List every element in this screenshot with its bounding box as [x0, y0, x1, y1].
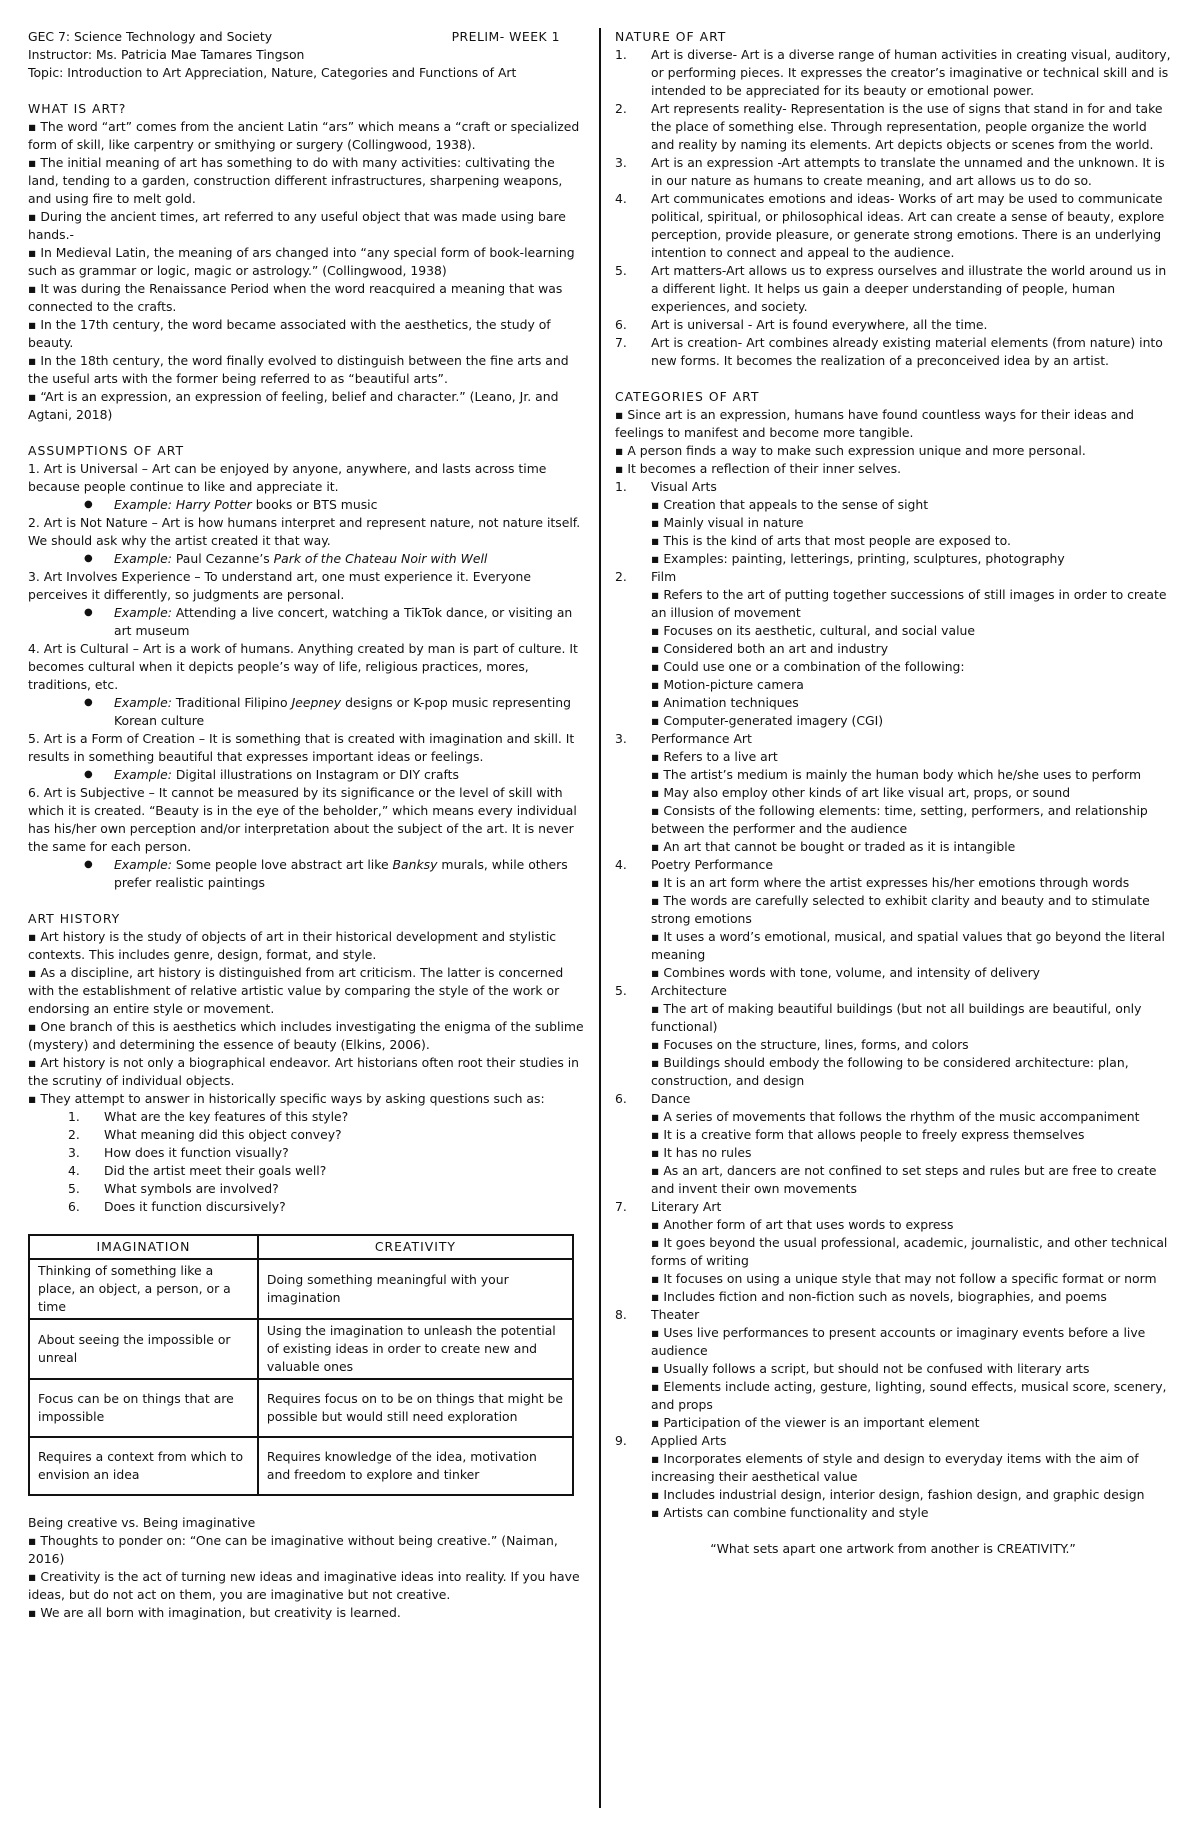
- example-label: Example:: [114, 497, 172, 512]
- assumptions-list: [28, 460, 584, 892]
- paragraph: ▪ It was during the Renaissance Period when the word reacquired a meaning that was connected to the crafts.: [28, 281, 563, 314]
- nature-text: Art is diverse- Art is a diverse range of human activities in creating visual, auditory, or performing pieces. It expresses the creator’s imaginative or technical skill and is intended to be appreciated for its beauty or emotional power.: [651, 47, 1171, 98]
- question-item: [68, 1126, 584, 1144]
- category-point: ▪ Buildings should embody the following to be considered architecture: plan, construction, and design: [651, 1055, 1129, 1088]
- category-point: ▪ Includes fiction and non-fiction such as novels, biographies, and poems: [651, 1289, 1107, 1304]
- category-point: ▪ Incorporates elements of style and design to everyday items with the aim of increasing their aesthetical value: [651, 1451, 1139, 1484]
- question-text: What are the key features of this style?: [104, 1109, 349, 1124]
- category-point: ▪ Usually follows a script, but should not be confused with literary arts: [651, 1361, 1090, 1376]
- category-point: ▪ The words are carefully selected to exhibit clarity and beauty and to stimulate strong emotions: [651, 893, 1150, 926]
- left-column: [28, 28, 584, 1622]
- paragraph: ▪ A person finds a way to make such expression unique and more personal.: [615, 443, 1086, 458]
- example-label: Example:: [114, 767, 172, 782]
- question-text: What meaning did this object convey?: [104, 1127, 342, 1142]
- question-item: [68, 1144, 584, 1162]
- category-point: ▪ An art that cannot be bought or traded as it is intangible: [651, 839, 1016, 854]
- category-point: ▪ A series of movements that follows the rhythm of the music accompaniment: [651, 1109, 1140, 1124]
- paragraph: ▪ We are all born with imagination, but creativity is learned.: [28, 1605, 401, 1620]
- assumption-text: 2. Art is Not Nature – Art is how humans interpret and represent nature, not nature itself. We should ask why the artist created it that way.: [28, 515, 581, 548]
- nature-text: Art is universal - Art is found everywhere, all the time.: [651, 317, 988, 332]
- category-point: ▪ Uses live performances to present accounts or imaginary events before a live audience: [651, 1325, 1146, 1358]
- category-number: 7.: [615, 1199, 627, 1214]
- category-title: Poetry Performance: [651, 857, 773, 872]
- question-number: 6.: [68, 1199, 80, 1214]
- right-column: [615, 28, 1171, 1558]
- example-item: [84, 550, 584, 568]
- table-row: [29, 1379, 573, 1437]
- category-point: ▪ Combines words with tone, volume, and intensity of delivery: [651, 965, 1041, 980]
- nature-text: Art communicates emotions and ideas- Works of art may be used to communicate political, spiritual, or philosophical ideas. Art can create a sense of beauty, explore perception, provide pleasure, or generate strong emotions. There is an underlying intention to connect and appeal to the audience.: [651, 191, 1165, 260]
- nature-list: [615, 46, 1171, 370]
- paragraph: ▪ In the 18th century, the word finally evolved to distinguish between the fine arts and the useful arts with the former being referred to as “beautiful arts”.: [28, 353, 569, 386]
- paragraph: ▪ They attempt to answer in historically specific ways by asking questions such as:: [28, 1091, 545, 1106]
- category-number: 3.: [615, 731, 627, 746]
- category-point: ▪ Refers to the art of putting together successions of still images in order to create an illusion of movement: [651, 587, 1167, 620]
- category-number: 4.: [615, 857, 627, 872]
- category-number: 2.: [615, 569, 627, 584]
- category-point: ▪ The artist’s medium is mainly the human body which he/she uses to perform: [651, 767, 1142, 782]
- category-point: ▪ Computer-generated imagery (CGI): [651, 713, 884, 728]
- category-point: ▪ Animation techniques: [651, 695, 799, 710]
- nature-item: [615, 100, 1171, 154]
- category-item: [615, 1090, 1171, 1198]
- creativity-cell: Requires focus on to be on things that might be possible but would still need exploration: [258, 1379, 573, 1437]
- week-label: PRELIM- WEEK 1: [451, 29, 560, 44]
- category-point: ▪ It is an art form where the artist expresses his/her emotions through words: [651, 875, 1130, 890]
- nature-text: Art represents reality- Representation is the use of signs that stand in for and take the place of something else. Through representation, people organize the world and reality by naming its elements. Art depicts objects or scenes from the world.: [651, 101, 1163, 152]
- category-point: ▪ It focuses on using a unique style that may not follow a specific format or norm: [651, 1271, 1157, 1286]
- category-number: 5.: [615, 983, 627, 998]
- paragraph: ▪ In Medieval Latin, the meaning of ars changed into “any special form of book-learning such as grammar or logic, magic or astrology.” (Collingwood, 1938): [28, 245, 575, 278]
- category-number: 8.: [615, 1307, 627, 1322]
- section-title-categories: CATEGORIES OF ART: [615, 389, 760, 404]
- category-point: ▪ Mainly visual in nature: [651, 515, 804, 530]
- category-point: ▪ Includes industrial design, interior design, fashion design, and graphic design: [651, 1487, 1145, 1502]
- category-item: [615, 1198, 1171, 1306]
- category-point: ▪ Artists can combine functionality and style: [651, 1505, 929, 1520]
- topic: Topic: Introduction to Art Appreciation, Nature, Categories and Functions of Art: [28, 65, 517, 80]
- example-label: Example:: [114, 551, 172, 566]
- nature-number: 1.: [615, 47, 627, 62]
- question-item: [68, 1180, 584, 1198]
- category-point: ▪ This is the kind of arts that most people are exposed to.: [651, 533, 1011, 548]
- example-title: Banksy: [392, 857, 438, 872]
- art-history-body: [28, 928, 584, 1108]
- example-text: Paul Cezanne’s: [171, 551, 274, 566]
- category-point: ▪ It goes beyond the usual professional, academic, journalistic, and other technical forms of writing: [651, 1235, 1168, 1268]
- paragraph: ▪ As a discipline, art history is distinguished from art criticism. The latter is concerned with the establishment of relative artistic value by comparing the style of the work or endorsing an entire style or movement.: [28, 965, 564, 1016]
- course-header: [28, 28, 584, 46]
- course-title: GEC 7: Science Technology and Society: [28, 29, 273, 44]
- nature-item: [615, 190, 1171, 262]
- closing-quote: “What sets apart one artwork from another is CREATIVITY.”: [710, 1541, 1076, 1556]
- nature-number: 2.: [615, 101, 627, 116]
- category-point: ▪ Participation of the viewer is an important element: [651, 1415, 980, 1430]
- example-item: [84, 766, 584, 784]
- category-item: [615, 1306, 1171, 1432]
- category-point: ▪ Motion-picture camera: [651, 677, 804, 692]
- paragraph: ▪ In the 17th century, the word became associated with the aesthetics, the study of beauty.: [28, 317, 551, 350]
- example-item: [84, 496, 584, 514]
- table-row: [29, 1259, 573, 1319]
- nature-number: 4.: [615, 191, 627, 206]
- example-label: Example:: [114, 695, 172, 710]
- table-row: [29, 1319, 573, 1379]
- example-text: Traditional Filipino: [171, 695, 292, 710]
- question-item: [68, 1108, 584, 1126]
- nature-text: Art matters-Art allows us to express ourselves and illustrate the world around us in a different light. It helps us gain a deeper understanding of people, human experiences, and society.: [651, 263, 1167, 314]
- category-point: ▪ Focuses on the structure, lines, forms, and colors: [651, 1037, 969, 1052]
- category-item: [615, 982, 1171, 1090]
- nature-item: [615, 334, 1171, 370]
- paragraph: ▪ The word “art” comes from the ancient Latin “ars” which means a “craft or specialized form of skill, like carpentry or smithying or surgery (Collingwood, 1938).: [28, 119, 580, 152]
- nature-number: 6.: [615, 317, 627, 332]
- paragraph: ▪ Thoughts to ponder on: “One can be imaginative without being creative.” (Naiman, 2016): [28, 1533, 558, 1566]
- imagination-cell: Focus can be on things that are impossible: [29, 1379, 258, 1437]
- category-point: ▪ Focuses on its aesthetic, cultural, and social value: [651, 623, 975, 638]
- category-title: Film: [651, 569, 677, 584]
- imagination-cell: Thinking of something like a place, an object, a person, or a time: [29, 1259, 258, 1319]
- section-title-what-is-art: WHAT IS ART?: [28, 101, 127, 116]
- assumption-text: 1. Art is Universal – Art can be enjoyed by anyone, anywhere, and lasts across time because people continue to like and appreciate it.: [28, 461, 547, 494]
- question-text: What symbols are involved?: [104, 1181, 279, 1196]
- nature-item: [615, 154, 1171, 190]
- categories-intro: [615, 406, 1171, 478]
- example-label: Example:: [114, 605, 172, 620]
- column-divider: [599, 28, 601, 1808]
- category-item: [615, 478, 1171, 568]
- paragraph: ▪ Since art is an expression, humans have found countless ways for their ideas and feelings to manifest and become more tangible.: [615, 407, 1135, 440]
- section-title-nature: NATURE OF ART: [615, 29, 727, 44]
- creativity-cell: Doing something meaningful with your imagination: [258, 1259, 573, 1319]
- category-point: ▪ Consists of the following elements: time, setting, performers, and relationship between the performer and the audience: [651, 803, 1148, 836]
- table-header-creativity: CREATIVITY: [258, 1235, 573, 1259]
- category-point: ▪ Examples: painting, letterings, printing, sculptures, photography: [651, 551, 1065, 566]
- category-title: Theater: [651, 1307, 700, 1322]
- category-item: [615, 1432, 1171, 1522]
- category-title: Architecture: [651, 983, 727, 998]
- assumption-text: 6. Art is Subjective – It cannot be measured by its significance or the level of skill with which it is created. “Beauty is in the eye of the beholder,” which means every individual has his/her own perception and/or interpretation about the subject of the art. It is never the same for each person.: [28, 785, 577, 854]
- example-text: Attending a live concert, watching a TikTok dance, or visiting an art museum: [114, 605, 573, 638]
- example-label: Example:: [114, 857, 172, 872]
- category-number: 9.: [615, 1433, 627, 1448]
- creativity-cell: Using the imagination to unleash the potential of existing ideas in order to create new and valuable ones: [258, 1319, 573, 1379]
- question-number: 2.: [68, 1127, 80, 1142]
- paragraph: ▪ “Art is an expression, an expression of feeling, belief and character.” (Leano, Jr. and Agtani, 2018): [28, 389, 559, 422]
- category-point: ▪ Considered both an art and industry: [651, 641, 889, 656]
- category-point: ▪ Could use one or a combination of the following:: [651, 659, 965, 674]
- example-text: books or BTS music: [251, 497, 378, 512]
- table-header-imagination: IMAGINATION: [29, 1235, 258, 1259]
- question-number: 1.: [68, 1109, 80, 1124]
- category-item: [615, 730, 1171, 856]
- example-item: [84, 604, 584, 640]
- question-text: Does it function discursively?: [104, 1199, 286, 1214]
- question-item: [68, 1198, 584, 1216]
- example-item: [84, 694, 584, 730]
- nature-number: 5.: [615, 263, 627, 278]
- category-title: Applied Arts: [651, 1433, 727, 1448]
- example-title: Park of the Chateau Noir with Well: [273, 551, 488, 566]
- nature-item: [615, 46, 1171, 100]
- paragraph: ▪ Art history is the study of objects of art in their historical development and stylistic contexts. This includes genre, design, format, and style.: [28, 929, 557, 962]
- category-title: Dance: [651, 1091, 691, 1106]
- example-text: Some people love abstract art like: [171, 857, 393, 872]
- assumption-text: 4. Art is Cultural – Art is a work of humans. Anything created by man is part of culture. It becomes cultural when it depicts people’s way of life, religious practices, mores, traditions, etc.: [28, 641, 578, 692]
- category-point: ▪ Refers to a live art: [651, 749, 778, 764]
- category-title: Visual Arts: [651, 479, 717, 494]
- example-text: Digital illustrations on Instagram or DIY crafts: [171, 767, 459, 782]
- paragraph: ▪ During the ancient times, art referred to any useful object that was made using bare hands.-: [28, 209, 566, 242]
- nature-number: 7.: [615, 335, 627, 350]
- art-history-questions: [28, 1108, 584, 1216]
- question-text: How does it function visually?: [104, 1145, 289, 1160]
- creative-vs-body: [28, 1532, 584, 1622]
- category-point: ▪ May also employ other kinds of art like visual art, props, or sound: [651, 785, 1071, 800]
- category-item: [615, 568, 1171, 730]
- nature-item: [615, 262, 1171, 316]
- paragraph: ▪ The initial meaning of art has something to do with many activities: cultivating the land, tending to a garden, construction different infrastructures, sharpening weapons, and using fire to melt gold.: [28, 155, 563, 206]
- category-point: ▪ It is a creative form that allows people to freely express themselves: [651, 1127, 1085, 1142]
- paragraph: ▪ One branch of this is aesthetics which includes investigating the enigma of the sublime (mystery) and determining the essence of beauty (Elkins, 2006).: [28, 1019, 584, 1052]
- paragraph: ▪ Art history is not only a biographical endeavor. Art historians often root their studies in the scrutiny of individual objects.: [28, 1055, 580, 1088]
- category-title: Literary Art: [651, 1199, 722, 1214]
- section-title-creative-vs: Being creative vs. Being imaginative: [28, 1515, 256, 1530]
- category-title: Performance Art: [651, 731, 752, 746]
- table-body: [29, 1259, 573, 1495]
- question-item: [68, 1162, 584, 1180]
- imagination-creativity-table: [28, 1234, 574, 1496]
- category-item: [615, 856, 1171, 982]
- example-item: [84, 856, 584, 892]
- imagination-cell: Requires a context from which to envision an idea: [29, 1437, 258, 1495]
- category-point: ▪ It uses a word’s emotional, musical, and spatial values that go beyond the literal meaning: [651, 929, 1165, 962]
- question-number: 5.: [68, 1181, 80, 1196]
- nature-number: 3.: [615, 155, 627, 170]
- paragraph: ▪ It becomes a reflection of their inner selves.: [615, 461, 902, 476]
- instructor: Instructor: Ms. Patricia Mae Tamares Tingson: [28, 47, 305, 62]
- category-point: ▪ The art of making beautiful buildings (but not all buildings are beautiful, only functional): [651, 1001, 1142, 1034]
- category-number: 6.: [615, 1091, 627, 1106]
- category-point: ▪ As an art, dancers are not confined to set steps and rules but are free to create and invent their own movements: [651, 1163, 1157, 1196]
- categories-list: [615, 478, 1171, 1522]
- question-number: 4.: [68, 1163, 80, 1178]
- question-number: 3.: [68, 1145, 80, 1160]
- section-title-assumptions: ASSUMPTIONS OF ART: [28, 443, 185, 458]
- category-point: ▪ Another form of art that uses words to express: [651, 1217, 954, 1232]
- question-text: Did the artist meet their goals well?: [104, 1163, 327, 1178]
- nature-text: Art is creation- Art combines already existing material elements (from nature) into new forms. It becomes the realization of a preconceived idea by an artist.: [651, 335, 1163, 368]
- section-title-art-history: ART HISTORY: [28, 911, 121, 926]
- nature-text: Art is an expression -Art attempts to translate the unnamed and the unknown. It is in our nature as humans to create meaning, and art allows us to do so.: [651, 155, 1165, 188]
- category-point: ▪ Creation that appeals to the sense of sight: [651, 497, 929, 512]
- example-title: Jeepney: [291, 695, 342, 710]
- creativity-cell: Requires knowledge of the idea, motivation and freedom to explore and tinker: [258, 1437, 573, 1495]
- assumption-text: 5. Art is a Form of Creation – It is something that is created with imagination and skill. It results in something beautiful that expresses important ideas or feelings.: [28, 731, 575, 764]
- example-text: designs or K-pop music representing Korean culture: [114, 695, 572, 728]
- what-is-art-body: [28, 118, 584, 424]
- paragraph: ▪ Creativity is the act of turning new ideas and imaginative ideas into reality. If you have ideas, but do not act on them, you are imaginative but not creative.: [28, 1569, 580, 1602]
- category-number: 1.: [615, 479, 627, 494]
- example-title: Harry Potter: [175, 497, 252, 512]
- category-point: ▪ It has no rules: [651, 1145, 752, 1160]
- category-point: ▪ Elements include acting, gesture, lighting, sound effects, musical score, scenery, and props: [651, 1379, 1167, 1412]
- table-row: [29, 1437, 573, 1495]
- imagination-cell: About seeing the impossible or unreal: [29, 1319, 258, 1379]
- example-text: murals, while others prefer realistic paintings: [114, 857, 568, 890]
- nature-item: [615, 316, 1171, 334]
- assumption-text: 3. Art Involves Experience – To understand art, one must experience it. Everyone perceives it differently, so judgments are personal.: [28, 569, 531, 602]
